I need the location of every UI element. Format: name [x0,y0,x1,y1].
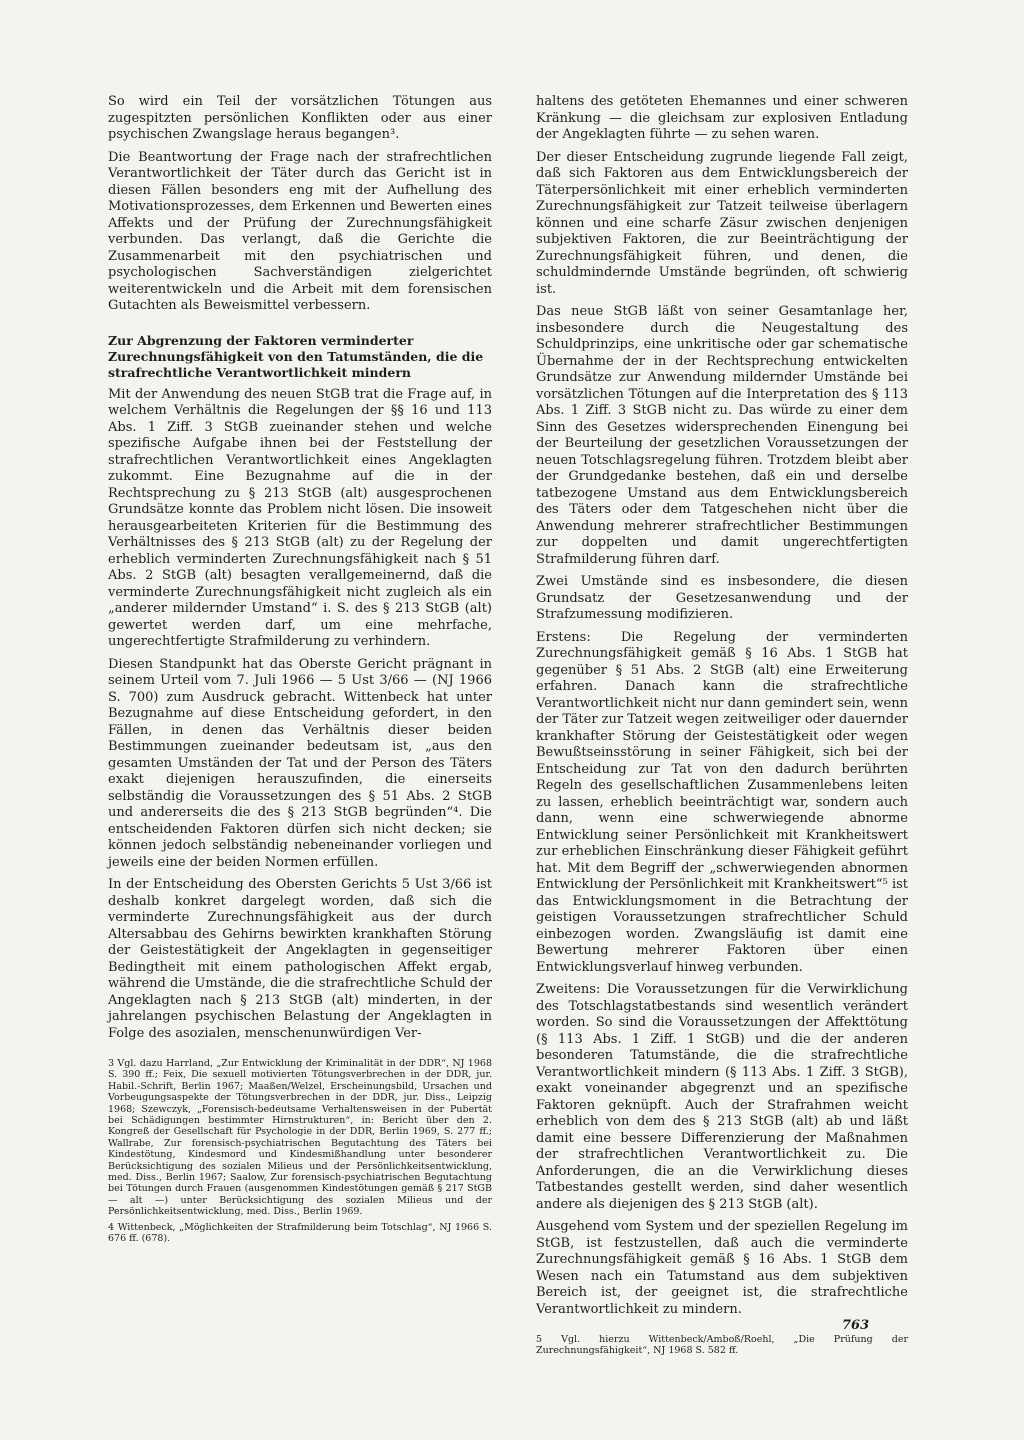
footnote-4: 4 Wittenbeck, „Möglichkeiten der Strafmilderung beim Totschlag“, NJ 1966 S. 676 ff. (678). [108,1221,492,1245]
paragraph: Die Beantwortung der Frage nach der strafrechtlichen Verantwortlichkeit der Täter durch das Gericht ist in diesen Fällen besonders eng mit der Aufhellung des Motivationsprozesses, dem Erkennen und Bewerten eines Affekts und der Prüfung der Zurechnungsfähigkeit verbunden. Das verlangt, daß die Gerichte die Zusammenarbeit mit den psychiatrischen und psychologischen Sachverständigen zielgerichtet weiterentwickeln und die Arbeit mit dem forensischen Gutachten als Beweismittel verbessern. [108,149,492,313]
footnote-3: 3 Vgl. dazu Harrland, „Zur Entwicklung der Kriminalität in der DDR“, NJ 1968 S. 390 ff.; Feix, Die sexuell motivierten Tötungsverbrechen in der DDR, jur. Habil.-Schrift, Berlin 1967; Maaßen/Welzel, Erscheinungsbild, Ursachen und Vorbeugungsaspekte der Tötungsverbrechen in der DDR, jur. Diss., Leipzig 1968; Szewczyk, „Forensisch-bedeutsame Verhaltensweisen in der Pubertät bei Schädigungen bestimmter Hirnstrukturen“, in: Bericht über den 2. Kongreß der Gesellschaft für Psychologie in der DDR, Berlin 1969, S. 277 ff.; Wallrabe, Zur forensisch-psychiatrischen Begutachtung des Täters bei Kindestötung, Kindesmord und Kindesmißhandlung unter besonderer Berücksichtigung des sozialen Milieus und der Persönlichkeitsentwicklung, med. Diss., Berlin 1967; Saalow, Zur forensisch-psychiatrischen Begutachtung bei Tötungen durch Frauen (ausgenommen Kindestötungen gemäß § 217 StGB — alt —) unter Berücksichtigung des sozialen Milieus und der Persönlichkeitsentwicklung, med. Diss., Berlin 1969. [108,1058,492,1218]
paragraph: Das neue StGB läßt von seiner Gesamtanlage her, insbesondere durch die Neugestaltung des Schuldprinzips, eine unkritische oder gar schematische Übernahme der in der Rechtsprechung entwickelten Grundsätze zur Anwendung mildernder Umstände bei vorsätzlichen Tötungen auf die Interpretation des § 113 Abs. 1 Ziff. 3 StGB nicht zu. Das würde zu einer dem Sinn des Gesetzes widersprechenden Einengung bei der Beurteilung der gesetzlichen Voraussetzungen der neuen Totschlagsregelung führen. Trotzdem bleibt aber der Grundgedanke bestehen, daß ein und derselbe tatbezogene Umstand aus dem Entwicklungsbereich des Täters oder dem Tatgeschehen nicht über die Anwendung mehrerer strafrechtlicher Bestimmungen zur doppelten und damit ungerechtfertigten Strafmilderung führen darf. [536,304,908,567]
left-column [108,94,492,1249]
paragraph: Diesen Standpunkt hat das Oberste Gericht prägnant in seinem Urteil vom 7. Juli 1966 — 5 Ust 3/66 — (NJ 1966 S. 700) zum Ausdruck gebracht. Wittenbeck hat unter Bezugnahme auf diese Entscheidung gefordert, in den Fällen, in denen das Verhältnis dieser beiden Bestimmungen zueinander bedeutsam ist, „aus den gesamten Umständen der Tat und der Person des Täters exakt diejenigen herauszufinden, die einerseits selbständig die Voraussetzungen des § 51 Abs. 2 StGB und andererseits die des § 213 StGB begründen“⁴. Die entscheidenden Faktoren dürfen sich nicht decken; sie können jedoch selbständig nebeneinander vorliegen und jeweils eine der beiden Normen erfüllen. [108,656,492,870]
footnotes-right [536,1334,908,1357]
paragraph: Erstens: Die Regelung der verminderten Zurechnungsfähigkeit gemäß § 16 Abs. 1 StGB hat gegenüber § 51 Abs. 2 StGB (alt) eine Erweiterung erfahren. Danach kann die strafrechtliche Verantwortlichkeit nicht nur dann gemindert sein, wenn der Täter zur Tatzeit wegen zeitweiliger oder dauernder krankhafter Störung der Geistestätigkeit oder wegen Bewußtseinsstörung in seiner Fähigkeit, sich bei der Entscheidung zur Tat von den dadurch berührten Regeln des gesellschaftlichen Zusammenlebens leiten zu lassen, erheblich beeinträchtigt war, sondern auch dann, wenn eine schwerwiegende abnorme Entwicklung seiner Persönlichkeit mit Krankheitswert zur erheblichen Einschränkung dieser Fähigkeit geführt hat. Mit dem Begriff der „schwerwiegenden abnormen Entwicklung der Persönlichkeit mit Krankheitswert“⁵ ist das Entwicklungsmoment in die Betrachtung der geistigen Voraussetzungen strafrechtlicher Schuld einbezogen worden. Zwangsläufig ist damit eine Bewertung mehrerer Faktoren über einen Entwicklungsverlauf hinweg verbunden. [536,629,908,975]
section-heading: Zur Abgrenzung der Faktoren verminderter Zurechnungsfähigkeit von den Tatumständen, die die strafrechtliche Verantwortlichkeit mindern [108,332,484,380]
page-number: 763 [842,1318,870,1333]
footnotes-left [108,1058,492,1245]
right-column [536,94,908,1361]
paragraph: Ausgehend vom System und der speziellen Regelung im StGB, ist festzustellen, daß auch die verminderte Zurechnungsfähigkeit gemäß § 16 Abs. 1 StGB dem Wesen nach ein Tatumstand aus dem subjektiven Bereich ist, der geeignet ist, die strafrechtliche Verantwortlichkeit zu mindern. [536,1219,908,1317]
paragraph: In der Entscheidung des Obersten Gerichts 5 Ust 3/66 ist deshalb konkret dargelegt worden, daß sich die verminderte Zurechnungsfähigkeit aus der durch Altersabbau des Gehirns bewirkten krankhaften Störung der Geistestätigkeit der Angeklagten in gegenseitiger Bedingtheit mit einem pathologischen Affekt ergab, während die Umstände, die die strafrechtliche Schuld der Angeklagten nach § 213 StGB (alt) minderten, in der jahrelangen psychischen Belastung der Angeklagten in Folge des asozialen, menschenunwürdigen Ver- [108,877,492,1041]
footnote-5: 5 Vgl. hierzu Wittenbeck/Amboß/Roehl, „Die Prüfung der Zurechnungsfähigkeit“, NJ 1968 S. 582 ff. [536,1334,908,1357]
paragraph: haltens des getöteten Ehemannes und einer schweren Kränkung — die gleichsam zur explosiven Entladung der Angeklagten führte — zu sehen waren. [536,94,908,142]
paragraph: So wird ein Teil der vorsätzlichen Tötungen aus zugespitzten persönlichen Konflikten oder aus einer psychischen Zwangslage heraus begangen³. [108,94,492,142]
paragraph: Zwei Umstände sind es insbesondere, die diesen Grundsatz der Gesetzesanwendung und der Strafzumessung modifizieren. [536,574,908,622]
paragraph: Der dieser Entscheidung zugrunde liegende Fall zeigt, daß sich Faktoren aus dem Entwicklungsbereich der Täterpersönlichkeit mit einer erheblich verminderten Zurechnungsfähigkeit zur Tatzeit teilweise überlagern können und eine scharfe Zäsur zwischen denjenigen subjektiven Faktoren, die zur Beeinträchtigung der Zurechnungsfähigkeit führen, und denen, die schuldmindernde Umstände begründen, oft schwierig ist. [536,149,908,297]
paragraph: Mit der Anwendung des neuen StGB trat die Frage auf, in welchem Verhältnis die Regelungen der §§ 16 und 113 Abs. 1 Ziff. 3 StGB zueinander stehen und welche spezifische Aufgabe ihnen bei der Feststellung der strafrechtlichen Verantwortlichkeit eines Angeklagten zukommt. Eine Bezugnahme auf die in der Rechtsprechung zu § 213 StGB (alt) ausgesprochenen Grundsätze konnte das Problem nicht lösen. Die insoweit herausgearbeiteten Kriterien für die Bestimmung des Verhältnisses des § 213 StGB (alt) zu der Regelung der erheblich verminderten Zurechnungsfähigkeit nach § 51 Abs. 2 StGB (alt) besagten verallgemeinernd, daß die verminderte Zurechnungsfähigkeit nicht zugleich als ein „anderer mildernder Umstand“ i. S. des § 213 StGB (alt) gewertet werden darf, um eine mehrfache, ungerechtfertigte Strafmilderung zu verhindern. [108,386,492,649]
paragraph: Zweitens: Die Voraussetzungen für die Verwirklichung des Totschlagstatbestands sind wesentlich verändert worden. So sind die Voraussetzungen der Affekttötung (§ 113 Abs. 1 Ziff. 1 StGB) und die der anderen besonderen Tatumstände, die die strafrechtliche Verantwortlichkeit mindern (§ 113 Abs. 1 Ziff. 3 StGB), exakt voneinander abgegrenzt und an spezifische Faktoren geknüpft. Auch der Strafrahmen weicht erheblich von dem des § 213 StGB (alt) ab und läßt damit eine bessere Differenzierung der Maßnahmen der strafrechtlichen Verantwortlichkeit zu. Die Anforderungen, die an die Verwirklichung dieses Tatbestandes gestellt werden, sind daher wesentlich andere als diejenigen des § 213 StGB (alt). [536,982,908,1212]
